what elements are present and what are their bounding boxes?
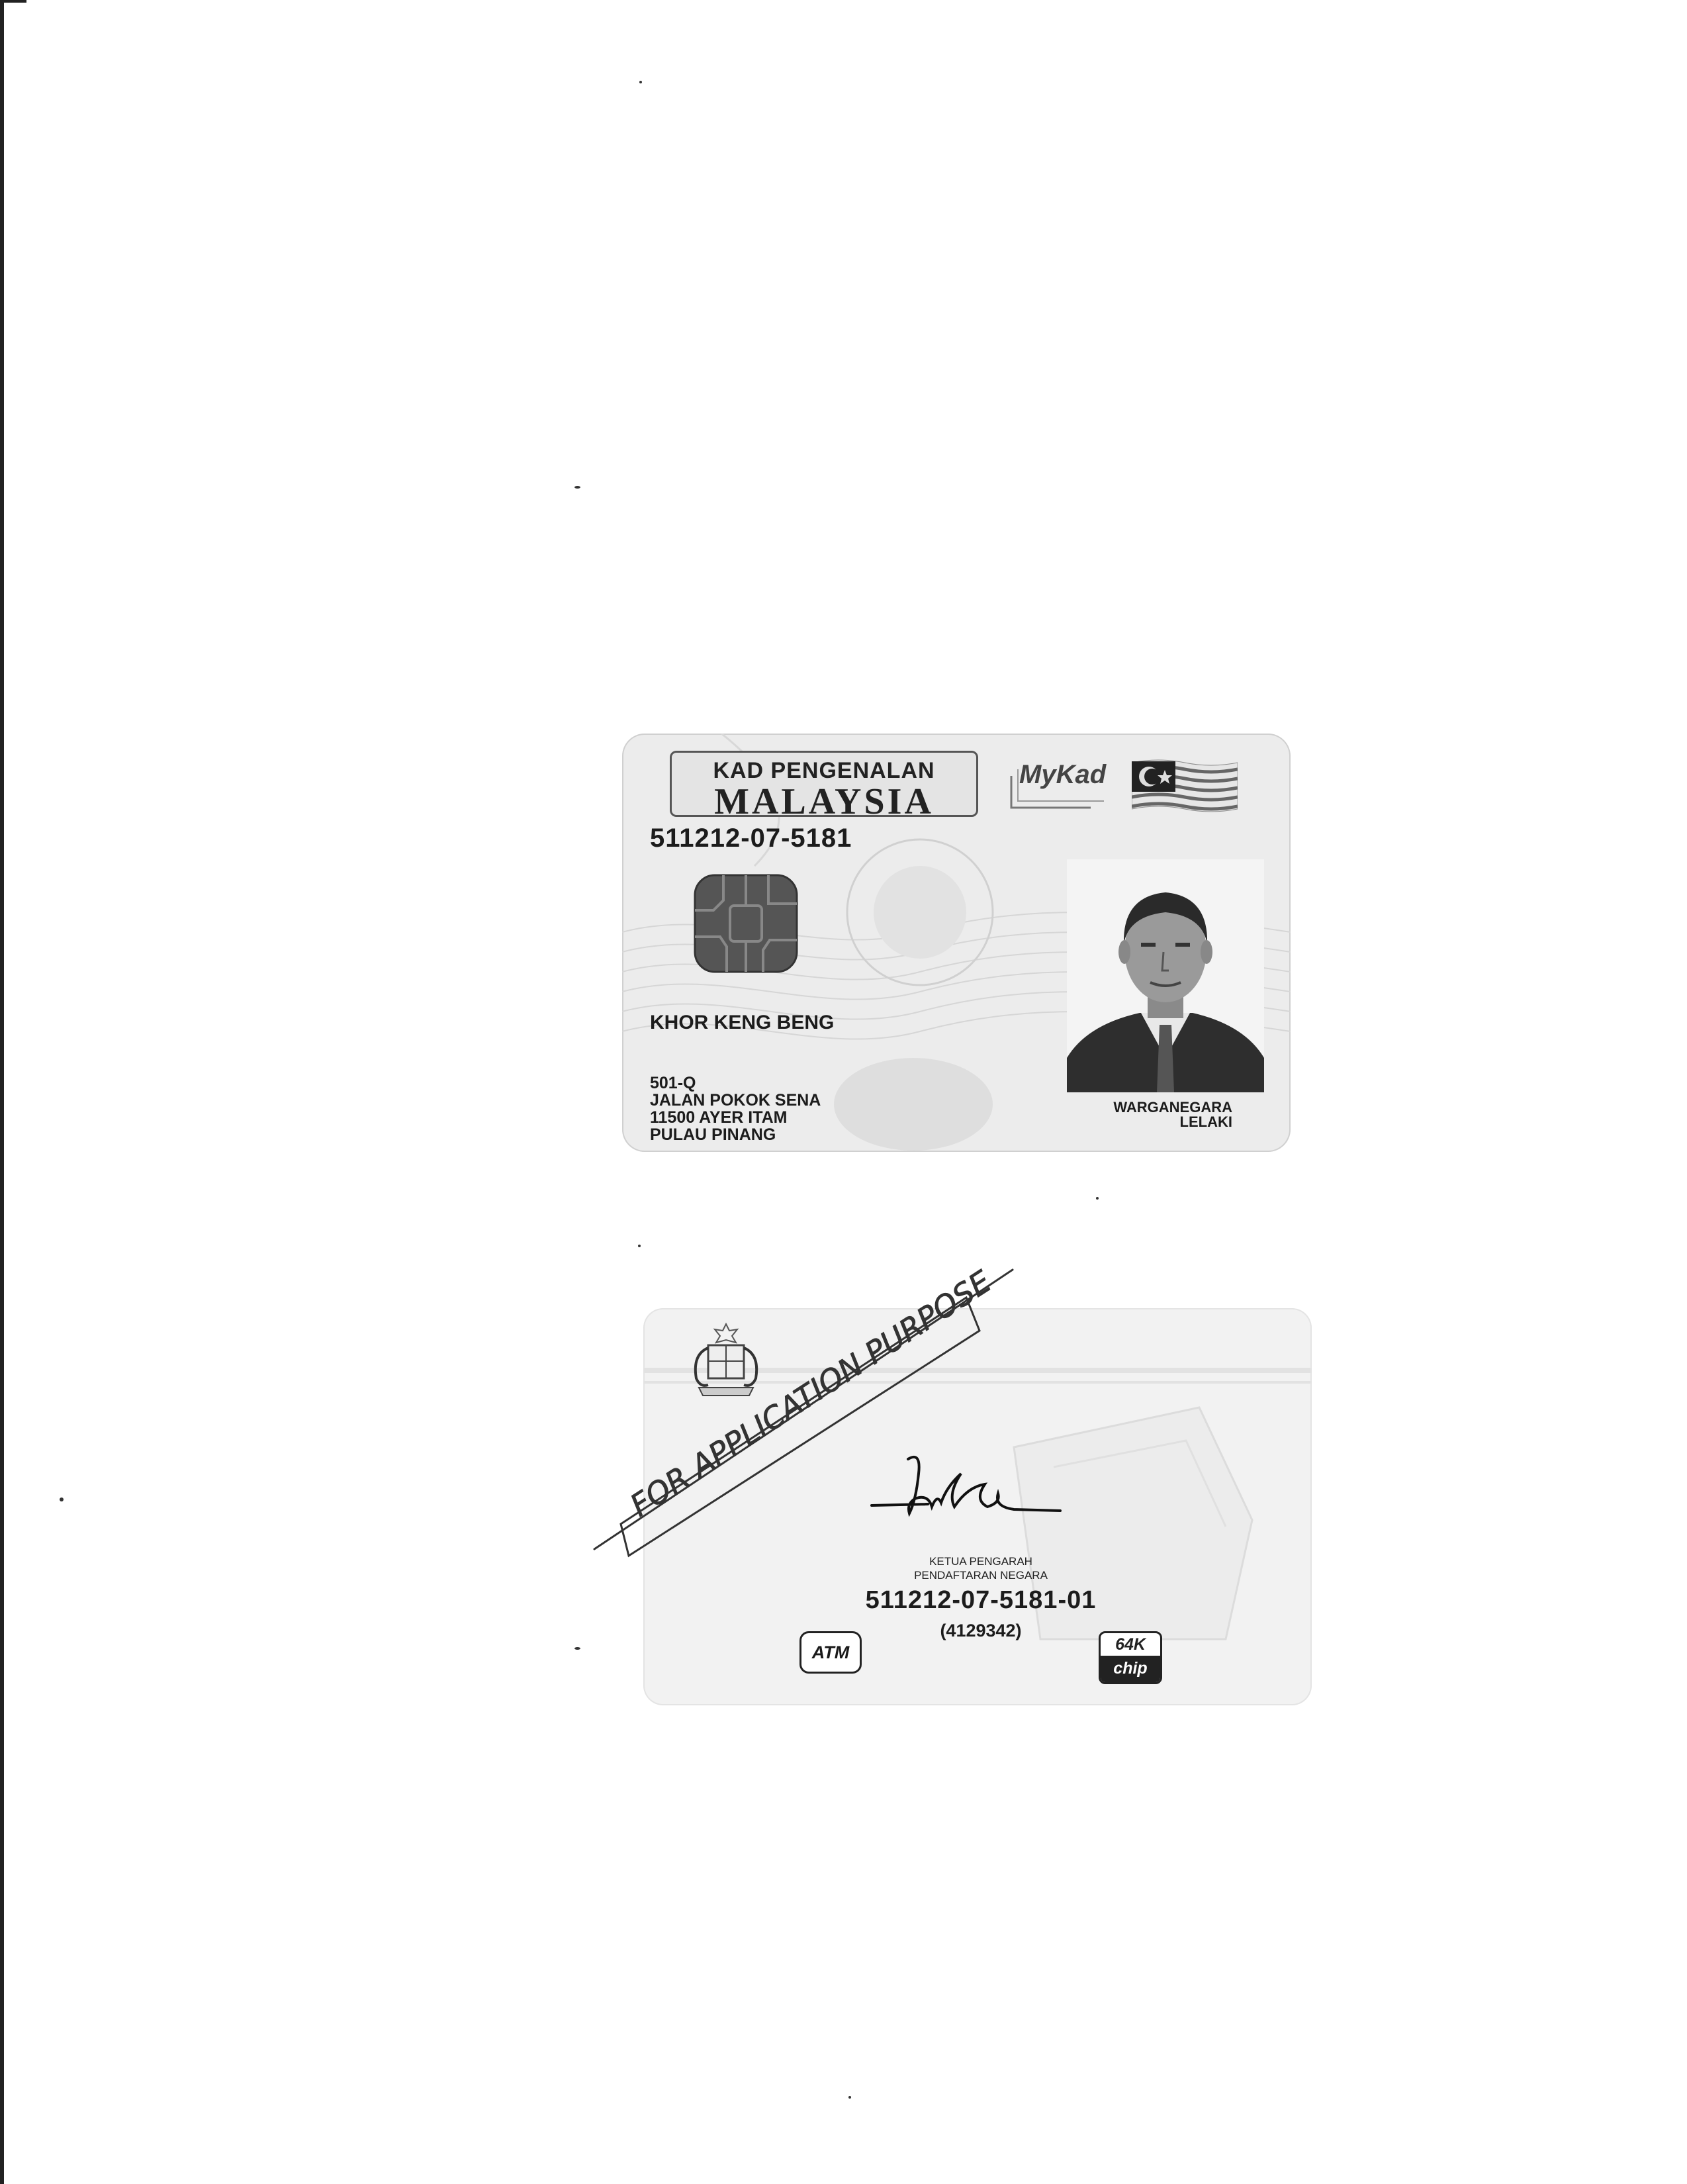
card-back-id-number: 511212-07-5181-01 [865, 1586, 1097, 1614]
card-serial-number: (4129342) [940, 1621, 1022, 1640]
chip-label: chip [1101, 1656, 1160, 1682]
card-title-box [670, 751, 978, 822]
officer-title-line: KETUA PENGARAH [929, 1555, 1032, 1568]
scan-speck [639, 81, 642, 83]
id-card-front [622, 734, 1291, 1152]
scan-speck [574, 486, 580, 489]
scan-top-edge [0, 0, 26, 3]
citizenship-gender [1067, 1100, 1232, 1129]
holder-name: KHOR KENG BENG [650, 1012, 835, 1033]
card-title-line1: KAD PENGENALAN [713, 758, 935, 783]
scan-speck [638, 1245, 641, 1247]
holder-address [650, 1074, 821, 1143]
smart-chip-icon [694, 874, 798, 973]
card-id-number: 511212-07-5181 [650, 824, 852, 853]
portrait-image [1067, 859, 1264, 1092]
handwritten-annotation [582, 1258, 1032, 1562]
gender: LELAKI [1179, 1114, 1232, 1130]
holder-photo [1067, 859, 1264, 1092]
address-line: 501-Q [650, 1074, 696, 1092]
mykad-logo: MyKad [1019, 760, 1107, 789]
chip-size: 64K [1115, 1635, 1146, 1654]
officer-title-line: PENDAFTARAN NEGARA [914, 1569, 1048, 1582]
chip-capacity-badge [1099, 1631, 1162, 1684]
citizenship-status: WARGANEGARA [1113, 1099, 1232, 1116]
address-line: JALAN POKOK SENA [650, 1091, 821, 1110]
scan-speck [848, 2096, 851, 2099]
scan-speck [60, 1497, 64, 1501]
card-title-line2: MALAYSIA [714, 781, 934, 822]
annotation-text: FOR APPLICATION PURPOSE [623, 1263, 998, 1524]
address-line: PULAU PINANG [650, 1125, 776, 1144]
scan-speck [574, 1647, 580, 1650]
scan-left-edge [0, 0, 4, 2184]
malaysia-flag-icon [1132, 757, 1238, 814]
scan-speck [1096, 1197, 1099, 1200]
address-line: 11500 AYER ITAM [650, 1108, 788, 1127]
atm-badge: ATM [799, 1631, 862, 1674]
